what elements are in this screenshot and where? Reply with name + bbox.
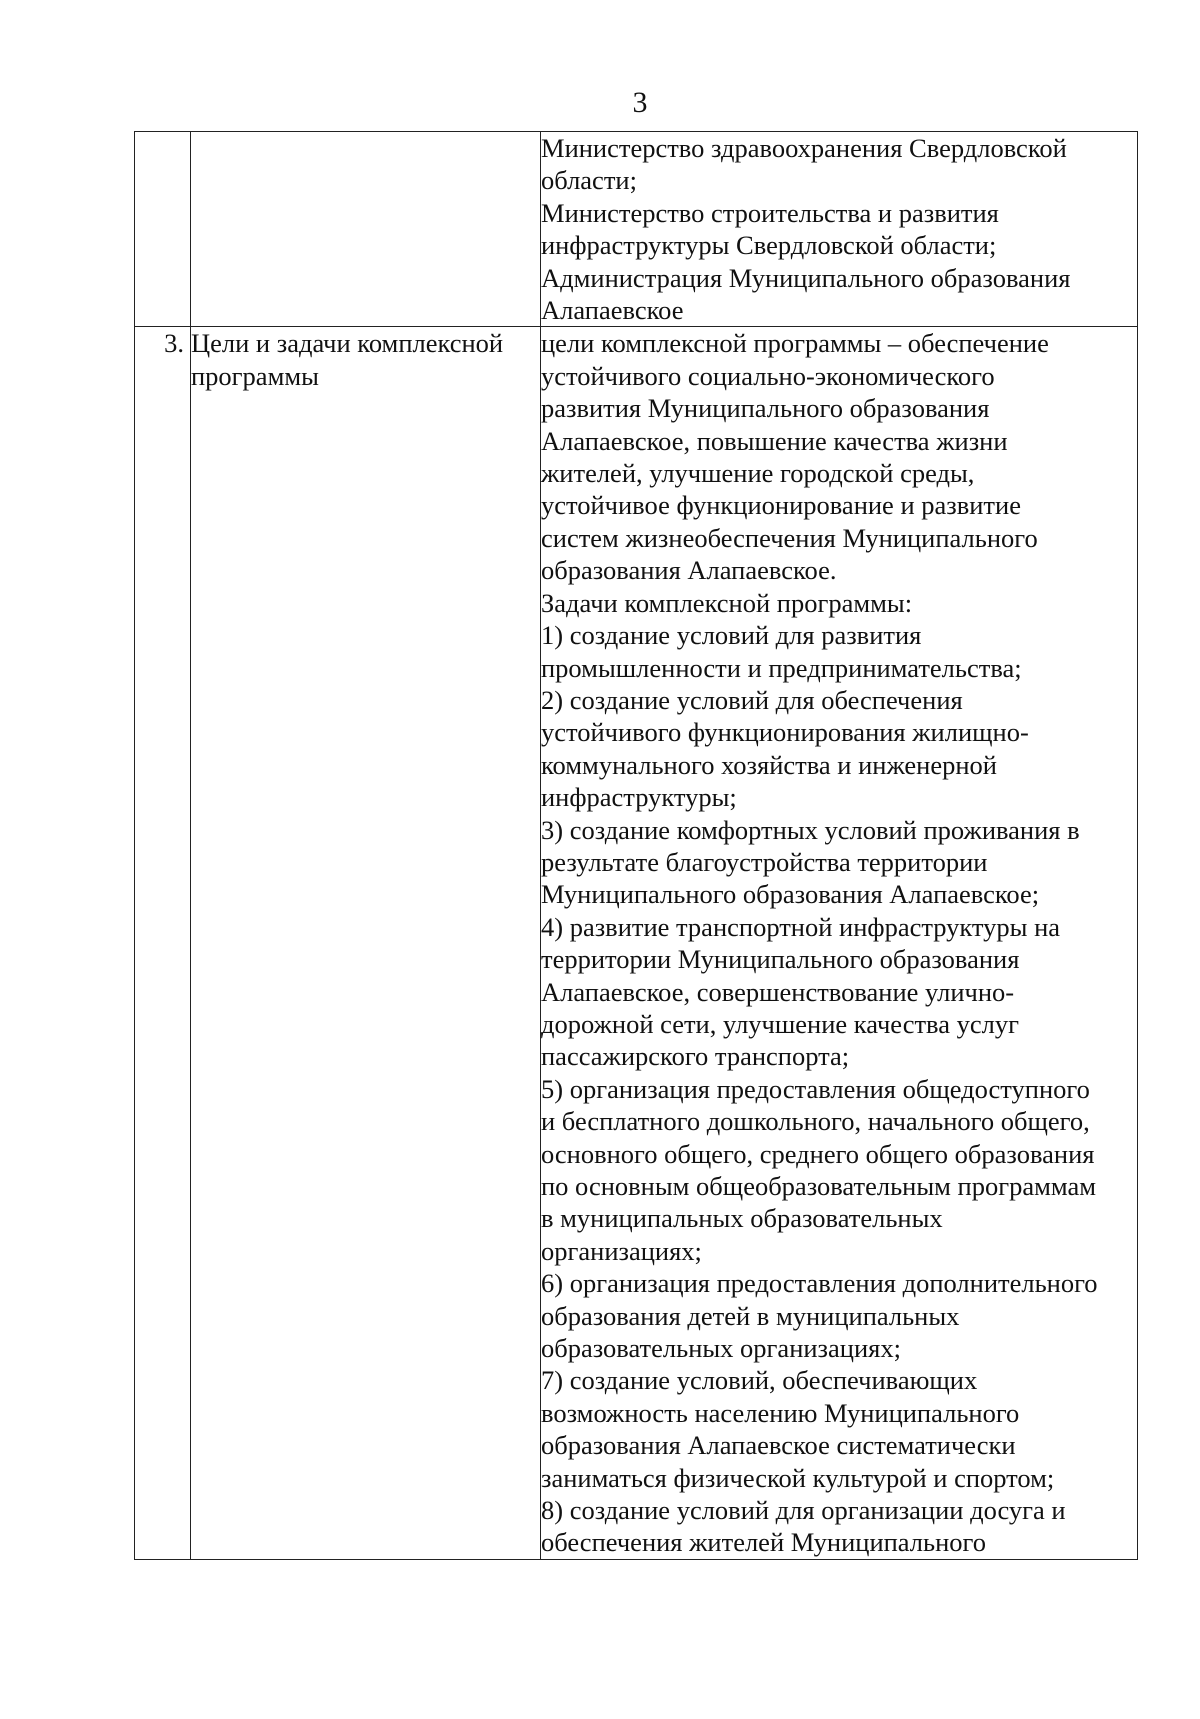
value-line: 6) организация предоставления дополнительного [541, 1268, 1098, 1299]
row-name-cell [191, 327, 541, 1559]
value-line: Задачи комплексной программы: [541, 587, 913, 618]
value-line: 2) создание условий для обеспечения [541, 684, 963, 715]
value-line: пассажирского транспорта; [541, 1041, 850, 1072]
value-line: промышленности и предпринимательства; [541, 652, 1022, 683]
value-line: инфраструктуры; [541, 782, 737, 813]
name-line: программы [191, 360, 319, 391]
value-line: организациях; [541, 1235, 702, 1266]
value-line: в муниципальных образовательных [541, 1203, 943, 1234]
row-number-cell: 3. [135, 327, 191, 1559]
value-line: инфраструктуры Свердловской области; [541, 230, 997, 261]
value-line: Администрация Муниципального образования [541, 262, 1071, 293]
row-value-cell [541, 132, 1138, 327]
value-line: 8) создание условий для организации досуга и [541, 1495, 1066, 1526]
value-line: по основным общеобразовательным программам [541, 1171, 1096, 1201]
value-line: Министерство здравоохранения Свердловской [541, 133, 1067, 163]
value-line: области; [541, 165, 637, 196]
value-line: 5) организация предоставления общедоступного [541, 1073, 1090, 1104]
value-line: дорожной сети, улучшение качества услуг [541, 1008, 1019, 1039]
value-line: обеспечения жителей Муниципального [541, 1527, 987, 1558]
value-line: 1) создание условий для развития [541, 620, 922, 651]
value-line: Министерство строительства и развития [541, 197, 999, 228]
value-line: 3) создание комфортных условий проживания в [541, 814, 1080, 845]
page-number: 3 [632, 86, 648, 119]
table-row-goals [135, 327, 1138, 1559]
value-line: устойчивое функционирование и развитие [541, 490, 1021, 521]
value-line: устойчивого социально-экономического [541, 360, 995, 391]
value-line: Муниципального образования Алапаевское; [541, 879, 1040, 910]
value-line: и бесплатного дошкольного, начального общего, [541, 1106, 1090, 1137]
value-line: результате благоустройства территории [541, 846, 988, 877]
value-line: территории Муниципального образования [541, 944, 1020, 975]
value-line: образовательных организациях; [541, 1333, 901, 1364]
value-line: жителей, улучшение городской среды, [541, 458, 975, 489]
value-line: возможность населению Муниципального [541, 1397, 1020, 1428]
value-line: образования Алапаевское систематически [541, 1430, 1016, 1461]
value-line: 4) развитие транспортной инфраструктуры на [541, 911, 1061, 942]
value-line: Алапаевское [541, 295, 684, 326]
value-line: 7) создание условий, обеспечивающих [541, 1365, 978, 1396]
value-line: основного общего, среднего общего образования [541, 1138, 1095, 1169]
value-line: Алапаевское, повышение качества жизни [541, 425, 1008, 456]
value-line: заниматься физической культурой и спортом; [541, 1462, 1055, 1493]
name-line: Цели и задачи комплексной [191, 328, 504, 359]
value-line: цели комплексной программы – обеспечение [541, 328, 1049, 359]
program-passport-table [134, 131, 1138, 1560]
value-line: устойчивого функционирования жилищно- [541, 717, 1029, 748]
value-line: коммунального хозяйства и инженерной [541, 749, 997, 780]
value-line: образования детей в муниципальных [541, 1300, 960, 1331]
value-line: Алапаевское, совершенствование улично- [541, 976, 1015, 1007]
row-value-cell [541, 327, 1138, 1559]
row-name-cell [191, 132, 541, 327]
table-row-continuation [135, 132, 1138, 327]
value-line: образования Алапаевское. [541, 555, 837, 586]
value-line: развития Муниципального образования [541, 393, 990, 424]
row-number-cell [135, 132, 191, 327]
value-line: систем жизнеобеспечения Муниципального [541, 522, 1038, 553]
